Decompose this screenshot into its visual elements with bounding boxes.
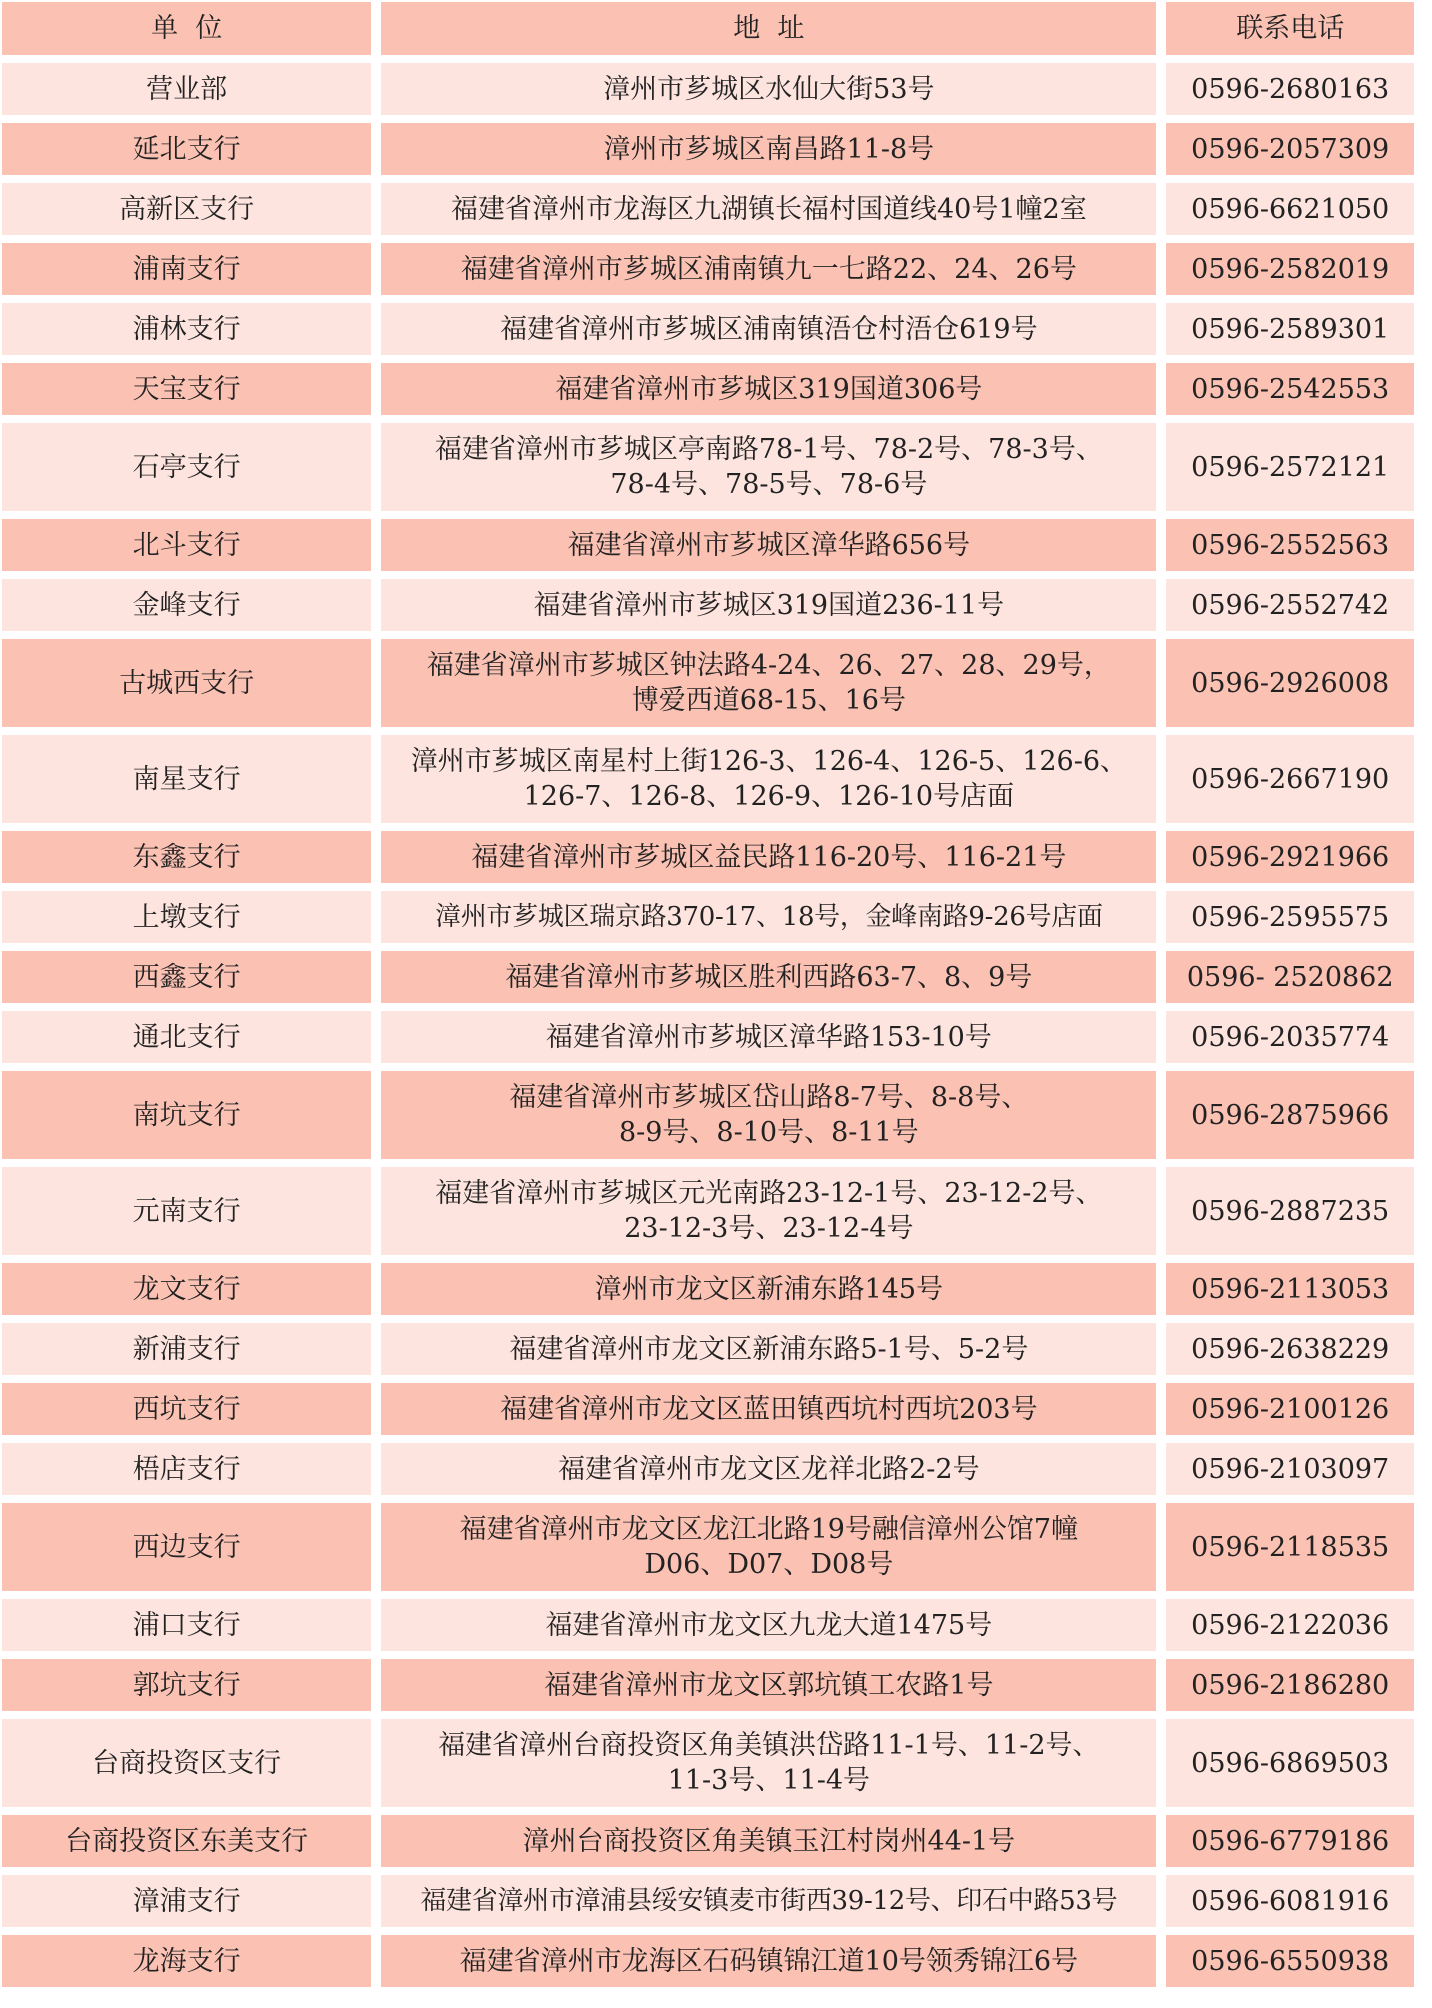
address-line-1: 福建省漳州市芗城区亭南路78-1号、78-2号、78-3号、 — [434, 434, 1103, 465]
branch-address: 福建省漳州市芗城区漳华路153-10号 — [381, 1011, 1156, 1063]
branch-address: 福建省漳州市芗城区浦南镇九一七路22、24、26号 — [381, 243, 1156, 295]
branch-name: 南星支行 — [2, 735, 371, 823]
branch-phone: 0596-2595575 — [1166, 891, 1414, 943]
branch-address: 漳州市芗城区南昌路11-8号 — [381, 123, 1156, 175]
branch-address: 漳州市龙文区新浦东路145号 — [381, 1263, 1156, 1315]
branch-phone: 0596-6779186 — [1166, 1815, 1414, 1867]
address-line-1: 漳州市芗城区南星村上街126-3、126-4、126-5、126-6、 — [410, 746, 1128, 777]
branch-address — [381, 639, 1156, 727]
table-row — [2, 243, 1414, 295]
address-line-1: 福建省漳州市龙文区龙江北路19号融信漳州公馆7幢 — [459, 1514, 1079, 1545]
branch-name: 北斗支行 — [2, 519, 371, 571]
table-row — [2, 363, 1414, 415]
branch-phone: 0596-6621050 — [1166, 183, 1414, 235]
branch-phone: 0596-2921966 — [1166, 831, 1414, 883]
branch-name: 台商投资区支行 — [2, 1719, 371, 1807]
branch-name: 天宝支行 — [2, 363, 371, 415]
branch-phone: 0596-2589301 — [1166, 303, 1414, 355]
branch-phone: 0596-2103097 — [1166, 1443, 1414, 1495]
branch-address: 福建省漳州市芗城区漳华路656号 — [381, 519, 1156, 571]
branch-name: 龙海支行 — [2, 1935, 371, 1987]
branch-name: 南坑支行 — [2, 1071, 371, 1159]
table-row — [2, 63, 1414, 115]
branch-address: 福建省漳州市漳浦县绥安镇麦市街西39-12号、印石中路53号 — [381, 1875, 1156, 1927]
branch-phone: 0596-2582019 — [1166, 243, 1414, 295]
address-line-2: 博爱西道68-15、16号 — [631, 685, 906, 716]
branch-address: 福建省漳州市龙文区郭坑镇工农路1号 — [381, 1659, 1156, 1711]
branch-name: 台商投资区东美支行 — [2, 1815, 371, 1867]
branch-phone: 0596-2542553 — [1166, 363, 1414, 415]
branch-phone: 0596-2572121 — [1166, 423, 1414, 511]
table-row — [2, 1935, 1414, 1987]
branch-name: 元南支行 — [2, 1167, 371, 1255]
address-line-2: 78-4号、78-5号、78-6号 — [610, 469, 928, 500]
table-row — [2, 735, 1414, 823]
branch-name: 西鑫支行 — [2, 951, 371, 1003]
branch-name: 营业部 — [2, 63, 371, 115]
table-row — [2, 423, 1414, 511]
table-body — [2, 2, 1414, 1987]
branch-address: 福建省漳州市芗城区胜利西路63-7、8、9号 — [381, 951, 1156, 1003]
branch-name: 高新区支行 — [2, 183, 371, 235]
branch-phone: 0596-2875966 — [1166, 1071, 1414, 1159]
table-row — [2, 1167, 1414, 1255]
branch-phone: 0596-2100126 — [1166, 1383, 1414, 1435]
branch-address — [381, 735, 1156, 823]
branch-name: 延北支行 — [2, 123, 371, 175]
branch-name: 通北支行 — [2, 1011, 371, 1063]
branch-phone: 0596-2926008 — [1166, 639, 1414, 727]
address-line-2: 23-12-3号、23-12-4号 — [624, 1213, 914, 1244]
table-row — [2, 1071, 1414, 1159]
branch-address — [381, 1071, 1156, 1159]
branch-address: 福建省漳州市龙文区龙祥北路2-2号 — [381, 1443, 1156, 1495]
branch-phone: 0596-2186280 — [1166, 1659, 1414, 1711]
branch-address — [381, 1719, 1156, 1807]
branch-address: 漳州市芗城区瑞京路370-17、18号，金峰南路9-26号店面 — [381, 891, 1156, 943]
branch-address — [381, 1503, 1156, 1591]
branch-phone: 0596-2680163 — [1166, 63, 1414, 115]
table-row — [2, 1443, 1414, 1495]
table-row — [2, 1599, 1414, 1651]
branch-phone: 0596-2113053 — [1166, 1263, 1414, 1315]
branch-name: 浦口支行 — [2, 1599, 371, 1651]
table-row — [2, 1263, 1414, 1315]
branch-phone: 0596-2035774 — [1166, 1011, 1414, 1063]
header-address: 地 址 — [381, 2, 1156, 55]
branch-name: 浦林支行 — [2, 303, 371, 355]
branch-address: 福建省漳州市龙文区蓝田镇西坑村西坑203号 — [381, 1383, 1156, 1435]
branch-address: 福建省漳州市芗城区浦南镇浯仓村浯仓619号 — [381, 303, 1156, 355]
branch-phone: 0596-2057309 — [1166, 123, 1414, 175]
branch-name: 金峰支行 — [2, 579, 371, 631]
table-row — [2, 831, 1414, 883]
address-line-2: 126-7、126-8、126-9、126-10号店面 — [523, 781, 1015, 812]
branch-name: 龙文支行 — [2, 1263, 371, 1315]
table-row — [2, 1875, 1414, 1927]
address-line-1: 福建省漳州台商投资区角美镇洪岱路11-1号、11-2号、 — [438, 1730, 1100, 1761]
address-line-1: 福建省漳州市芗城区钟法路4-24、26、27、28、29号， — [426, 650, 1111, 681]
branch-phone: 0596-2122036 — [1166, 1599, 1414, 1651]
branch-name: 梧店支行 — [2, 1443, 371, 1495]
address-line-1: 福建省漳州市芗城区元光南路23-12-1号、23-12-2号、 — [435, 1178, 1103, 1209]
header-unit: 单 位 — [2, 2, 371, 55]
table-row — [2, 639, 1414, 727]
branch-address — [381, 1167, 1156, 1255]
branch-address: 漳州市芗城区水仙大街53号 — [381, 63, 1156, 115]
table-row — [2, 1815, 1414, 1867]
branch-phone: 0596-6081916 — [1166, 1875, 1414, 1927]
branch-address: 福建省漳州市龙文区新浦东路5-1号、5-2号 — [381, 1323, 1156, 1375]
table-row — [2, 519, 1414, 571]
branch-name: 西边支行 — [2, 1503, 371, 1591]
branch-phone: 0596-2667190 — [1166, 735, 1414, 823]
branch-name: 西坑支行 — [2, 1383, 371, 1435]
branch-address — [381, 423, 1156, 511]
table-row — [2, 1011, 1414, 1063]
address-line-1: 福建省漳州市芗城区岱山路8-7号、8-8号、 — [509, 1082, 1029, 1113]
branch-phone: 0596-2638229 — [1166, 1323, 1414, 1375]
branch-name: 古城西支行 — [2, 639, 371, 727]
header-phone: 联系电话 — [1166, 2, 1414, 55]
branch-address: 福建省漳州市芗城区益民路116-20号、116-21号 — [381, 831, 1156, 883]
branch-name: 石亭支行 — [2, 423, 371, 511]
branch-name: 东鑫支行 — [2, 831, 371, 883]
branch-phone: 0596-2887235 — [1166, 1167, 1414, 1255]
branch-phone: 0596-6550938 — [1166, 1935, 1414, 1987]
branch-name: 浦南支行 — [2, 243, 371, 295]
branch-address: 漳州台商投资区角美镇玉江村岗州44-1号 — [381, 1815, 1156, 1867]
address-line-2: 11-3号、11-4号 — [667, 1765, 871, 1796]
table-row — [2, 1659, 1414, 1711]
branch-name: 漳浦支行 — [2, 1875, 371, 1927]
branch-phone: 0596-6869503 — [1166, 1719, 1414, 1807]
address-line-2: D06、D07、D08号 — [644, 1549, 894, 1580]
branch-name: 郭坑支行 — [2, 1659, 371, 1711]
address-line-2: 8-9号、8-10号、8-11号 — [618, 1117, 919, 1148]
branch-address: 福建省漳州市龙海区九湖镇长福村国道线40号1幢2室 — [381, 183, 1156, 235]
branch-phone: 0596-2552563 — [1166, 519, 1414, 571]
table-row — [2, 123, 1414, 175]
branch-phone: 0596-2552742 — [1166, 579, 1414, 631]
branch-address: 福建省漳州市龙海区石码镇锦江道10号领秀锦江6号 — [381, 1935, 1156, 1987]
header-row — [2, 2, 1414, 55]
branch-phone: 0596-2118535 — [1166, 1503, 1414, 1591]
branch-name: 上墩支行 — [2, 891, 371, 943]
table-row — [2, 183, 1414, 235]
table-row — [2, 303, 1414, 355]
branch-name: 新浦支行 — [2, 1323, 371, 1375]
table-row — [2, 891, 1414, 943]
table-row — [2, 1383, 1414, 1435]
table-row — [2, 1323, 1414, 1375]
branch-phone: 0596- 2520862 — [1166, 951, 1414, 1003]
table-row — [2, 579, 1414, 631]
table-row — [2, 951, 1414, 1003]
branch-address: 福建省漳州市龙文区九龙大道1475号 — [381, 1599, 1156, 1651]
table-row — [2, 1719, 1414, 1807]
table-row — [2, 1503, 1414, 1591]
branch-address: 福建省漳州市芗城区319国道306号 — [381, 363, 1156, 415]
branch-address: 福建省漳州市芗城区319国道236-11号 — [381, 579, 1156, 631]
